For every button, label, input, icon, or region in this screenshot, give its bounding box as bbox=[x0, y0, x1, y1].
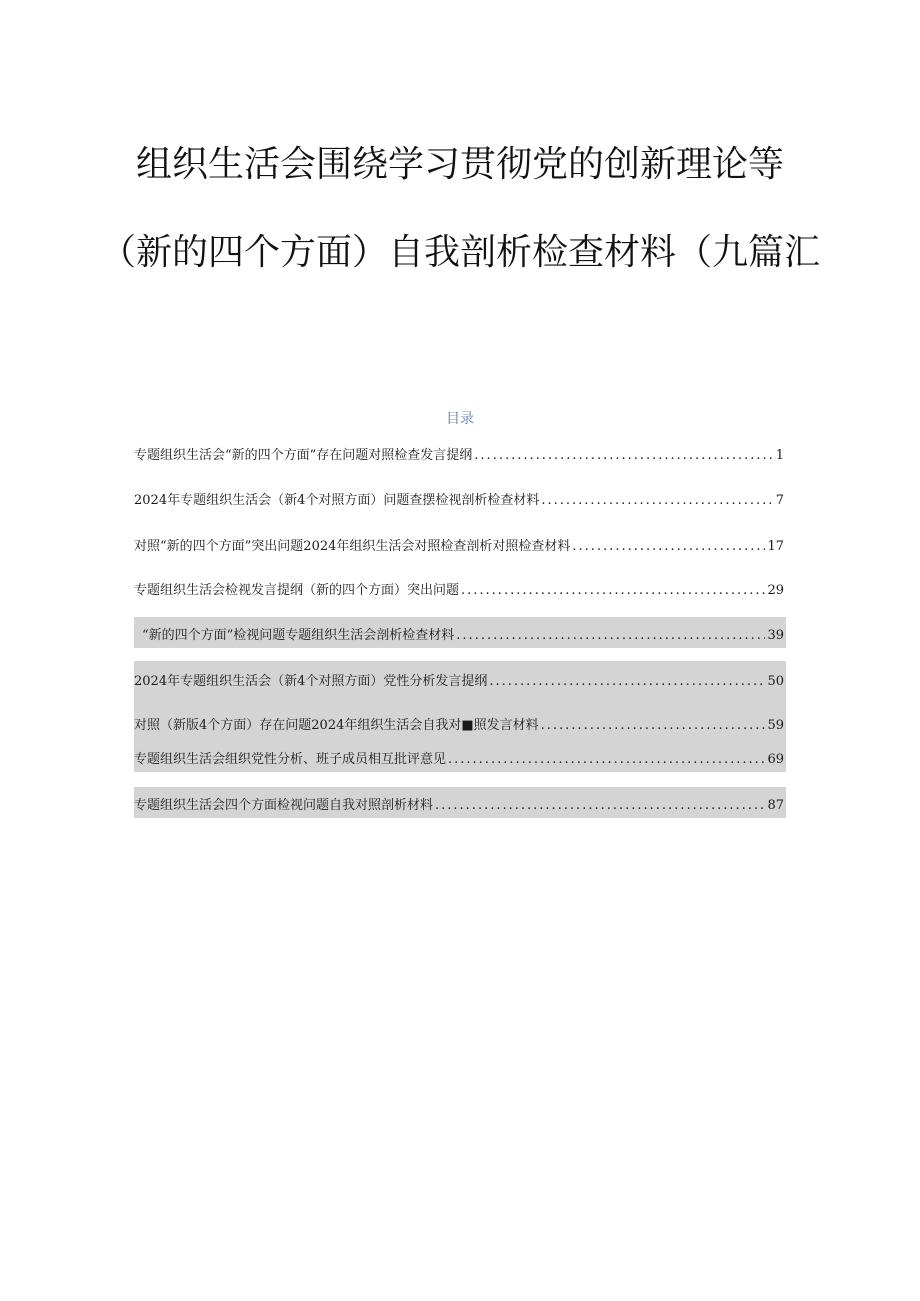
toc-entry[interactable] bbox=[134, 624, 784, 643]
toc-entry[interactable] bbox=[134, 579, 784, 598]
toc-entry-page: 17 bbox=[767, 539, 784, 554]
toc-entry-page: 69 bbox=[767, 752, 784, 767]
toc-entry[interactable] bbox=[134, 444, 784, 463]
toc-entry-title: 2024年专题组织生活会（新4个对照方面）问题查摆检视剖析检查材料 bbox=[134, 493, 540, 508]
toc-leader-dots bbox=[541, 493, 773, 508]
toc-entry-title: “新的四个方面”检视问题专题组织生活会剖析检查材料 bbox=[142, 628, 455, 643]
toc-entry-title: 专题组织生活会四个方面检视问题自我对照剖析材料 bbox=[134, 798, 434, 813]
toc-entry-page: 59 bbox=[767, 718, 784, 733]
document-title-line-2: （新的四个方面）自我剖析检查材料（九篇汇 bbox=[99, 232, 820, 273]
toc-leader-dots bbox=[435, 798, 765, 813]
toc-leader-dots bbox=[489, 674, 765, 689]
toc-entry[interactable] bbox=[134, 714, 784, 733]
toc-entry-page: 50 bbox=[767, 674, 784, 689]
toc-entry[interactable] bbox=[134, 535, 784, 554]
toc-leader-dots bbox=[461, 583, 765, 598]
toc-leader-dots bbox=[541, 718, 766, 733]
toc-leader-dots bbox=[448, 752, 765, 767]
toc-entry-title: 对照“新的四个方面”突出问题2024年组织生活会对照检查剖析对照检查材料 bbox=[134, 539, 571, 554]
toc-entry[interactable] bbox=[134, 794, 784, 813]
toc-entry-title: 2024年专题组织生活会（新4个对照方面）党性分析发言提纲 bbox=[134, 674, 488, 689]
toc-entry-title: 专题组织生活会检视发言提纲（新的四个方面）突出问题 bbox=[134, 583, 460, 598]
toc-entry-page: 29 bbox=[767, 583, 784, 598]
toc-entry[interactable] bbox=[134, 748, 784, 767]
toc-leader-dots bbox=[456, 628, 765, 643]
toc-entry[interactable] bbox=[134, 489, 784, 508]
toc-entry-page: 1 bbox=[775, 448, 784, 463]
toc-entry-title: 专题组织生活会组织党性分析、班子成员相互批评意见 bbox=[134, 752, 447, 767]
toc-entry-title: 对照（新版4个方面）存在问题2024年组织生活会自我对■照发言材料 bbox=[134, 718, 539, 733]
toc-entry-page: 87 bbox=[767, 798, 784, 813]
toc-entry-page: 7 bbox=[775, 493, 784, 508]
toc-leader-dots bbox=[572, 539, 765, 554]
toc-entry-title: 专题组织生活会“新的四个方面”存在问题对照检查发言提纲 bbox=[134, 448, 473, 463]
toc-entry-page: 39 bbox=[767, 628, 784, 643]
toc-leader-dots bbox=[474, 448, 773, 463]
toc-heading: 目录 bbox=[446, 411, 474, 427]
document-title-line-1: 组织生活会围绕学习贯彻党的创新理论等 bbox=[135, 144, 784, 185]
toc-entry[interactable] bbox=[134, 670, 784, 689]
